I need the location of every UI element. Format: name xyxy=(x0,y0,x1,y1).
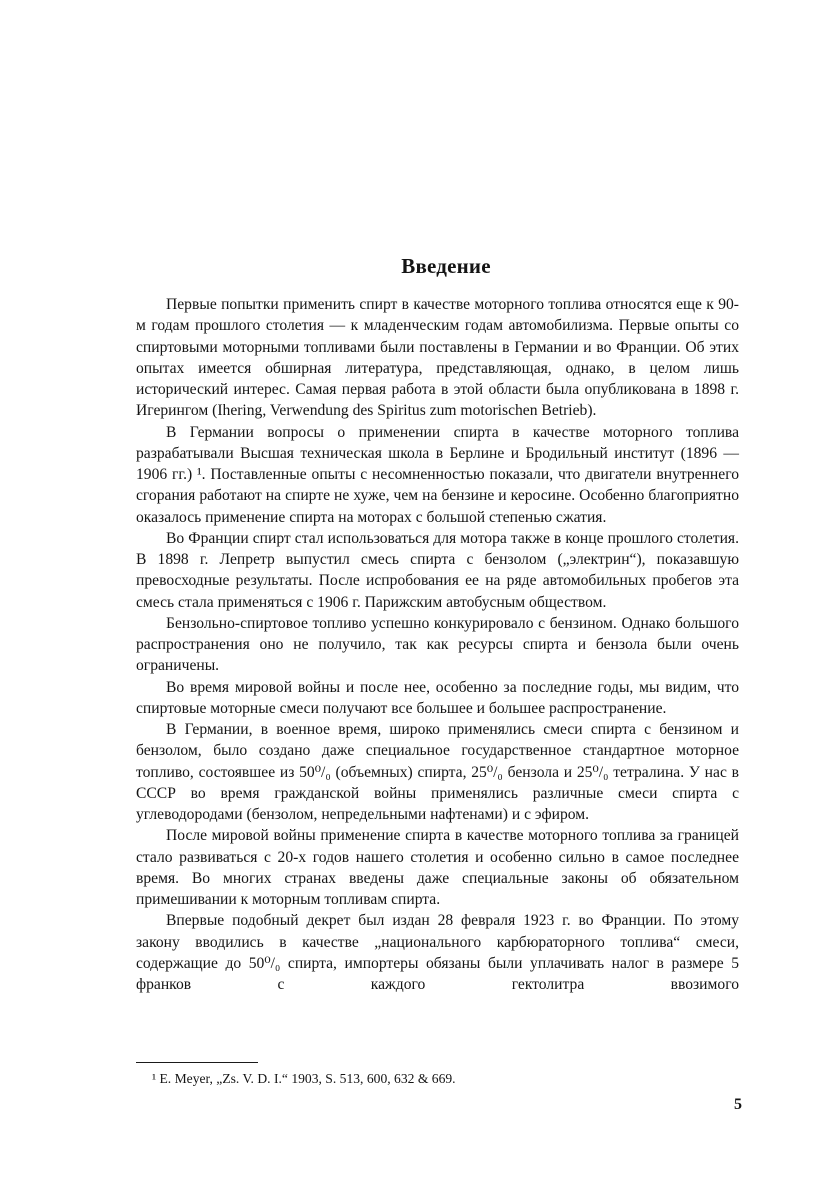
body-text xyxy=(136,294,739,995)
paragraph-8: Впервые подобный декрет был издан 28 февраля 1923 г. во Франции. По этому закону вводились в качестве „национального карбюраторного топлива“ смеси, содержащие до 50⁰/₀ спирта, импортеры обязаны были уплачивать налог в размере 5 франков с каждого гектолитра ввозимого xyxy=(136,912,739,993)
paragraph-2: В Германии вопросы о применении спирта в качестве моторного топлива разрабатывали Высшая техническая школа в Берлине и Бродильный институт (1896 — 1906 гг.) ¹. Поставленные опыты с несомненностью показали, что двигатели внутреннего сгорания работают на спирте не хуже, чем на бензине и керосине. Особенно благоприятно оказалось применение спирта на моторах с большой степенью сжатия. xyxy=(136,423,739,526)
page-number: 5 xyxy=(734,1096,742,1113)
paragraph-6: В Германии, в военное время, широко применялись смеси спирта с бензином и бензолом, было создано даже специальное государственное стандартное моторное топливо, состоявшее из 50⁰/₀ (объемных) спирта, 25⁰/₀ бензола и 25⁰/₀ тетралина. У нас в СССР во время гражданской войны применялись различные смеси спирта с углеводородами (бензолом, непредельными нафтенами) и с эфиром. xyxy=(136,721,739,823)
paragraph-5: Во время мировой войны и после нее, особенно за последние годы, мы видим, что спиртовые моторные смеси получают все большее и большее распространение. xyxy=(136,678,739,717)
paragraph-4: Бензольно-спиртовое топливо успешно конкурировало с бензином. Однако большого распространения оно не получило, так как ресурсы спирта и бензола были очень ограничены. xyxy=(136,614,739,675)
paragraph-1: Первые попытки применить спирт в качестве моторного топлива относятся еще к 90-м годам прошлого столетия — к младенческим годам автомобилизма. Первые опыты со спиртовыми моторными топливами были поставлены в Германии и во Франции. Об этих опытах имеется обширная литература, представляющая, однако, в целом лишь исторический интерес. Самая первая работа в этой области была опубликована в 1898 г. Игерингом (Ihering, Verwendung des Spiritus zum motorischen Betrieb). xyxy=(136,296,739,420)
paragraph-3: Во Франции спирт стал использоваться для мотора также в конце прошлого столетия. В 1898 г. Лепретр выпустил смесь спирта с бензолом („электрин“), показавшую превосходные результаты. После испробования ее на ряде автомобильных пробегов эта смесь стала применяться с 1906 г. Парижским автобусным обществом. xyxy=(136,529,739,611)
footnote: ¹ E. Meyer, „Zs. V. D. I.“ 1903, S. 513, 600, 632 & 669. xyxy=(152,1071,456,1086)
footnote-divider xyxy=(136,1062,258,1063)
chapter-title: Введение xyxy=(401,254,491,278)
paragraph-7: После мировой войны применение спирта в качестве моторного топлива за границей стало развиваться с 20-х годов нашего столетия и особенно сильно в самое последнее время. Во многих странах введены даже специальные законы об обязательном примешивании к моторным топливам спирта. xyxy=(136,827,739,908)
